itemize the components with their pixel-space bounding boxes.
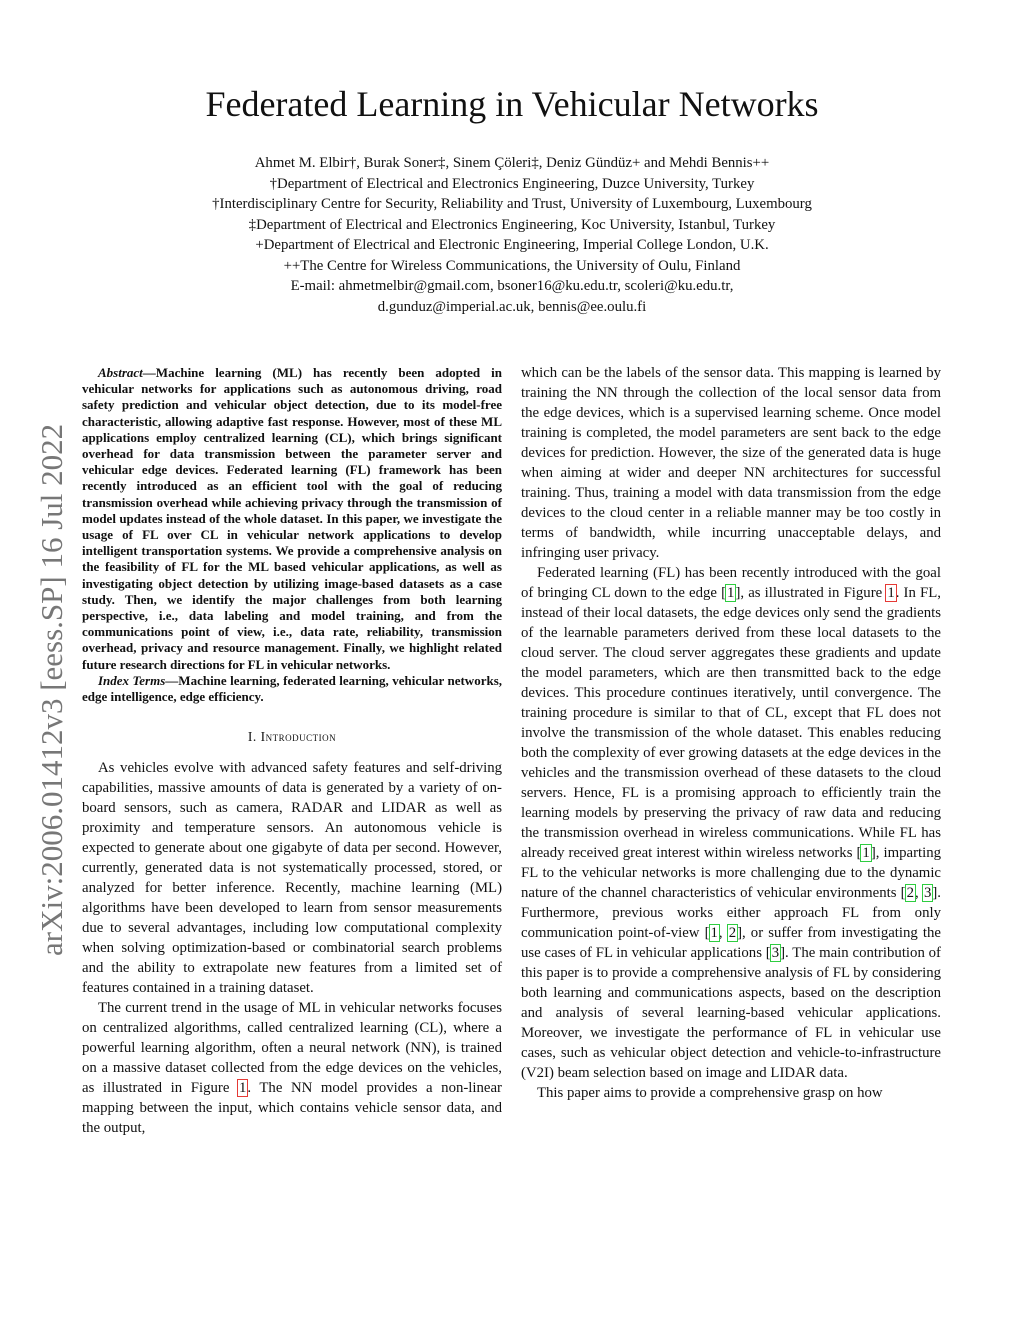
paragraph bbox=[521, 563, 941, 1083]
section-heading bbox=[82, 728, 502, 746]
affiliation: ++The Centre for Wireless Communications, the University of Oulu, Finland bbox=[283, 257, 741, 274]
email-line: d.gunduz@imperial.ac.uk, bennis@ee.oulu.fi bbox=[377, 298, 647, 315]
abstract-text: —Machine learning (ML) has recently been adopted in vehicular networks for applications such as autonomous driving, road safety prediction and vehicular object detection, due to its model-free characteristic, allowing adaptive fast response. However, most of these ML applications employ centralized learning (CL), which brings significant overhead for data transmission between the parameter server and vehicular edge devices. Federated learning (FL) framework has been recently introduced as an efficient tool with the goal of reducing transmission overhead while achieving privacy through the transmission of model updates instead of the whole dataset. In this paper, we investigate the usage of FL over CL in vehicular network applications to develop intelligent transportation systems. We provide a comprehensive analysis on the feasibility of FL for the ML based vehicular applications, as well as investigating object detection by utilizing image-based datasets as a case study. Then, we identify the major challenges from both learning perspective, i.e., data labeling and model training, and from the communications point of view, i.e., data rate, reliability, transmission overhead, privacy and resource management. Finally, we highlight related future research directions for FL in vehicular networks. bbox=[82, 365, 502, 672]
paragraph-text: ], or suffer from investigating the use cases of FL in vehicular applications [ bbox=[521, 925, 941, 961]
citation-link[interactable]: 3 bbox=[771, 945, 780, 961]
author-list: Ahmet M. Elbir†, Burak Soner‡, Sinem Çöleri‡, Deniz Gündüz+ and Mehdi Bennis++ bbox=[254, 155, 770, 171]
abstract-paragraph bbox=[82, 365, 502, 673]
citation-link[interactable]: 2 bbox=[728, 925, 737, 941]
affiliation: ‡Department of Electrical and Electronics Engineering, Koc University, Istanbul, Turkey bbox=[248, 216, 776, 233]
index-terms-text: —Machine learning, federated learning, vehicular networks, edge intelligence, edge efficiency. bbox=[82, 672, 503, 705]
citation-link[interactable]: 2 bbox=[906, 885, 915, 901]
affiliation: †Interdisciplinary Centre for Security, Reliability and Trust, University of Luxembourg, Luxembourg bbox=[212, 196, 812, 212]
paragraph-text: . In FL, instead of their local datasets, the edge devices only send the gradients of the learnable parameters derived from these local datasets to the cloud server. The cloud server aggregates these gradients and update the model parameters, which are then transmitted back to the edge devices. This procedure continues iteratively, until convergence. The training procedure is similar to that of CL, except that FL does not involve the transmission of the whole dataset. This enables reducing both the complexity of ever growing datasets at the edge devices in the vehicles and the transmission overhead of these datasets to the cloud servers. Hence, FL is a promising approach to efficiently train the learning models by preserving the privacy of raw data and reducing the transmission overhead in wireless communications. While FL has already received great interest within wireless networks [ bbox=[521, 585, 941, 861]
paragraph: As vehicles evolve with advanced safety features and self-driving capabilities, massive amounts of data is generated by a variety of on-board sensors, such as camera, RADAR and LIDAR as well as proximity and temperature sensors. An autonomous vehicle is expected to generate about one gigabyte of data per second. However, currently, generated data is not systematically processed, stored, or analyzed for better inference. Recently, machine learning (ML) algorithms have been developed to learn from sensor measurements due to several advantages, including low computational complexity when solving optimization-based or combinatorial search problems and the ability to extrapolate new features from a limited set of features contained in a training dataset. bbox=[82, 760, 502, 997]
citation-link[interactable]: 1 bbox=[710, 925, 718, 941]
paragraph-text: ], imparting FL to the vehicular networks is more challenging due to the dynamic nature of the channel characteristics of vehicular environments [ bbox=[521, 845, 942, 901]
email-line: E-mail: ahmetmelbir@gmail.com, bsoner16@ku.edu.tr, scoleri@ku.edu.tr, bbox=[290, 278, 734, 294]
paragraph-text: , bbox=[915, 885, 923, 901]
paper-title: Federated Learning in Vehicular Networks bbox=[205, 84, 819, 124]
section-number: I. bbox=[247, 729, 261, 745]
left-column bbox=[82, 365, 502, 1138]
paragraph: which can be the labels of the sensor data. This mapping is learned by training the NN through the collection of the local sensor data from the edge devices, which is a supervised learning scheme. Once model training is completed, the model parameters are sent back to the edge devices for prediction. However, the size of the generated data is huge when aiming at wider and deeper NN architectures for successful training. Thus, training a model with data transmission from the edge devices to the cloud center in a reliable manner may be too costly in terms of bandwidth, while incurring unacceptable delays, and infringing user privacy. bbox=[521, 365, 941, 561]
citation-link[interactable]: 3 bbox=[923, 885, 932, 901]
affiliation: †Department of Electrical and Electronics Engineering, Duzce University, Turkey bbox=[269, 175, 755, 192]
paragraph-text: ], as illustrated in Figure bbox=[735, 585, 887, 601]
paragraph-text: ]. The main contribution of this paper is to provide a comprehensive analysis of FL by considering both learning and communications aspects, based on the description and analysis of several learning-based vehicular applications. Moreover, we investigate the performance of FL in vehicular use cases, such as vehicular object detection and vehicle-to-infrastructure (V2I) beam selection based on image and LIDAR data. bbox=[521, 945, 941, 1081]
arxiv-identifier: arXiv:2006.01412v3 [eess.SP] 16 Jul 2022 bbox=[34, 423, 69, 956]
abstract-label: Abstract bbox=[98, 365, 143, 380]
abstract bbox=[82, 365, 502, 705]
paragraph-text: ]. Furthermore, previous works either approach FL from only communication point-of-view [ bbox=[521, 885, 941, 941]
affiliation: +Department of Electrical and Electronic Engineering, Imperial College London, U.K. bbox=[255, 237, 769, 253]
author-block bbox=[0, 153, 1024, 317]
introduction-body bbox=[82, 758, 502, 1138]
paragraph bbox=[82, 998, 502, 1138]
index-terms bbox=[82, 673, 502, 705]
citation-link[interactable]: 1 bbox=[862, 845, 870, 861]
paragraph: This paper aims to provide a comprehensive grasp on how bbox=[537, 1085, 883, 1101]
figure-link[interactable]: 1 bbox=[887, 585, 895, 601]
paragraph-text: . The NN model provides a non-linear mapping between the input, which contains vehicle sensor data, and the output, bbox=[82, 1080, 502, 1137]
right-column bbox=[521, 363, 941, 1103]
paragraph-text: , bbox=[718, 925, 728, 941]
paragraph-text: The current trend in the usage of ML in vehicular networks focuses on centralized algorithms, called centralized learning (CL), where a powerful learning algorithm, often a neural network (NN), is trained on a massive dataset collected from the edge devices on the vehicles, as illustrated in Figure bbox=[82, 1000, 502, 1097]
figure-link[interactable]: 1 bbox=[238, 1080, 247, 1097]
paragraph-text: Federated learning (FL) has been recently introduced with the goal of bringing CL down to the edge [ bbox=[521, 565, 941, 601]
index-terms-label: Index Terms bbox=[98, 672, 166, 688]
citation-link[interactable]: 1 bbox=[727, 585, 735, 601]
section-title: Introduction bbox=[260, 729, 337, 745]
